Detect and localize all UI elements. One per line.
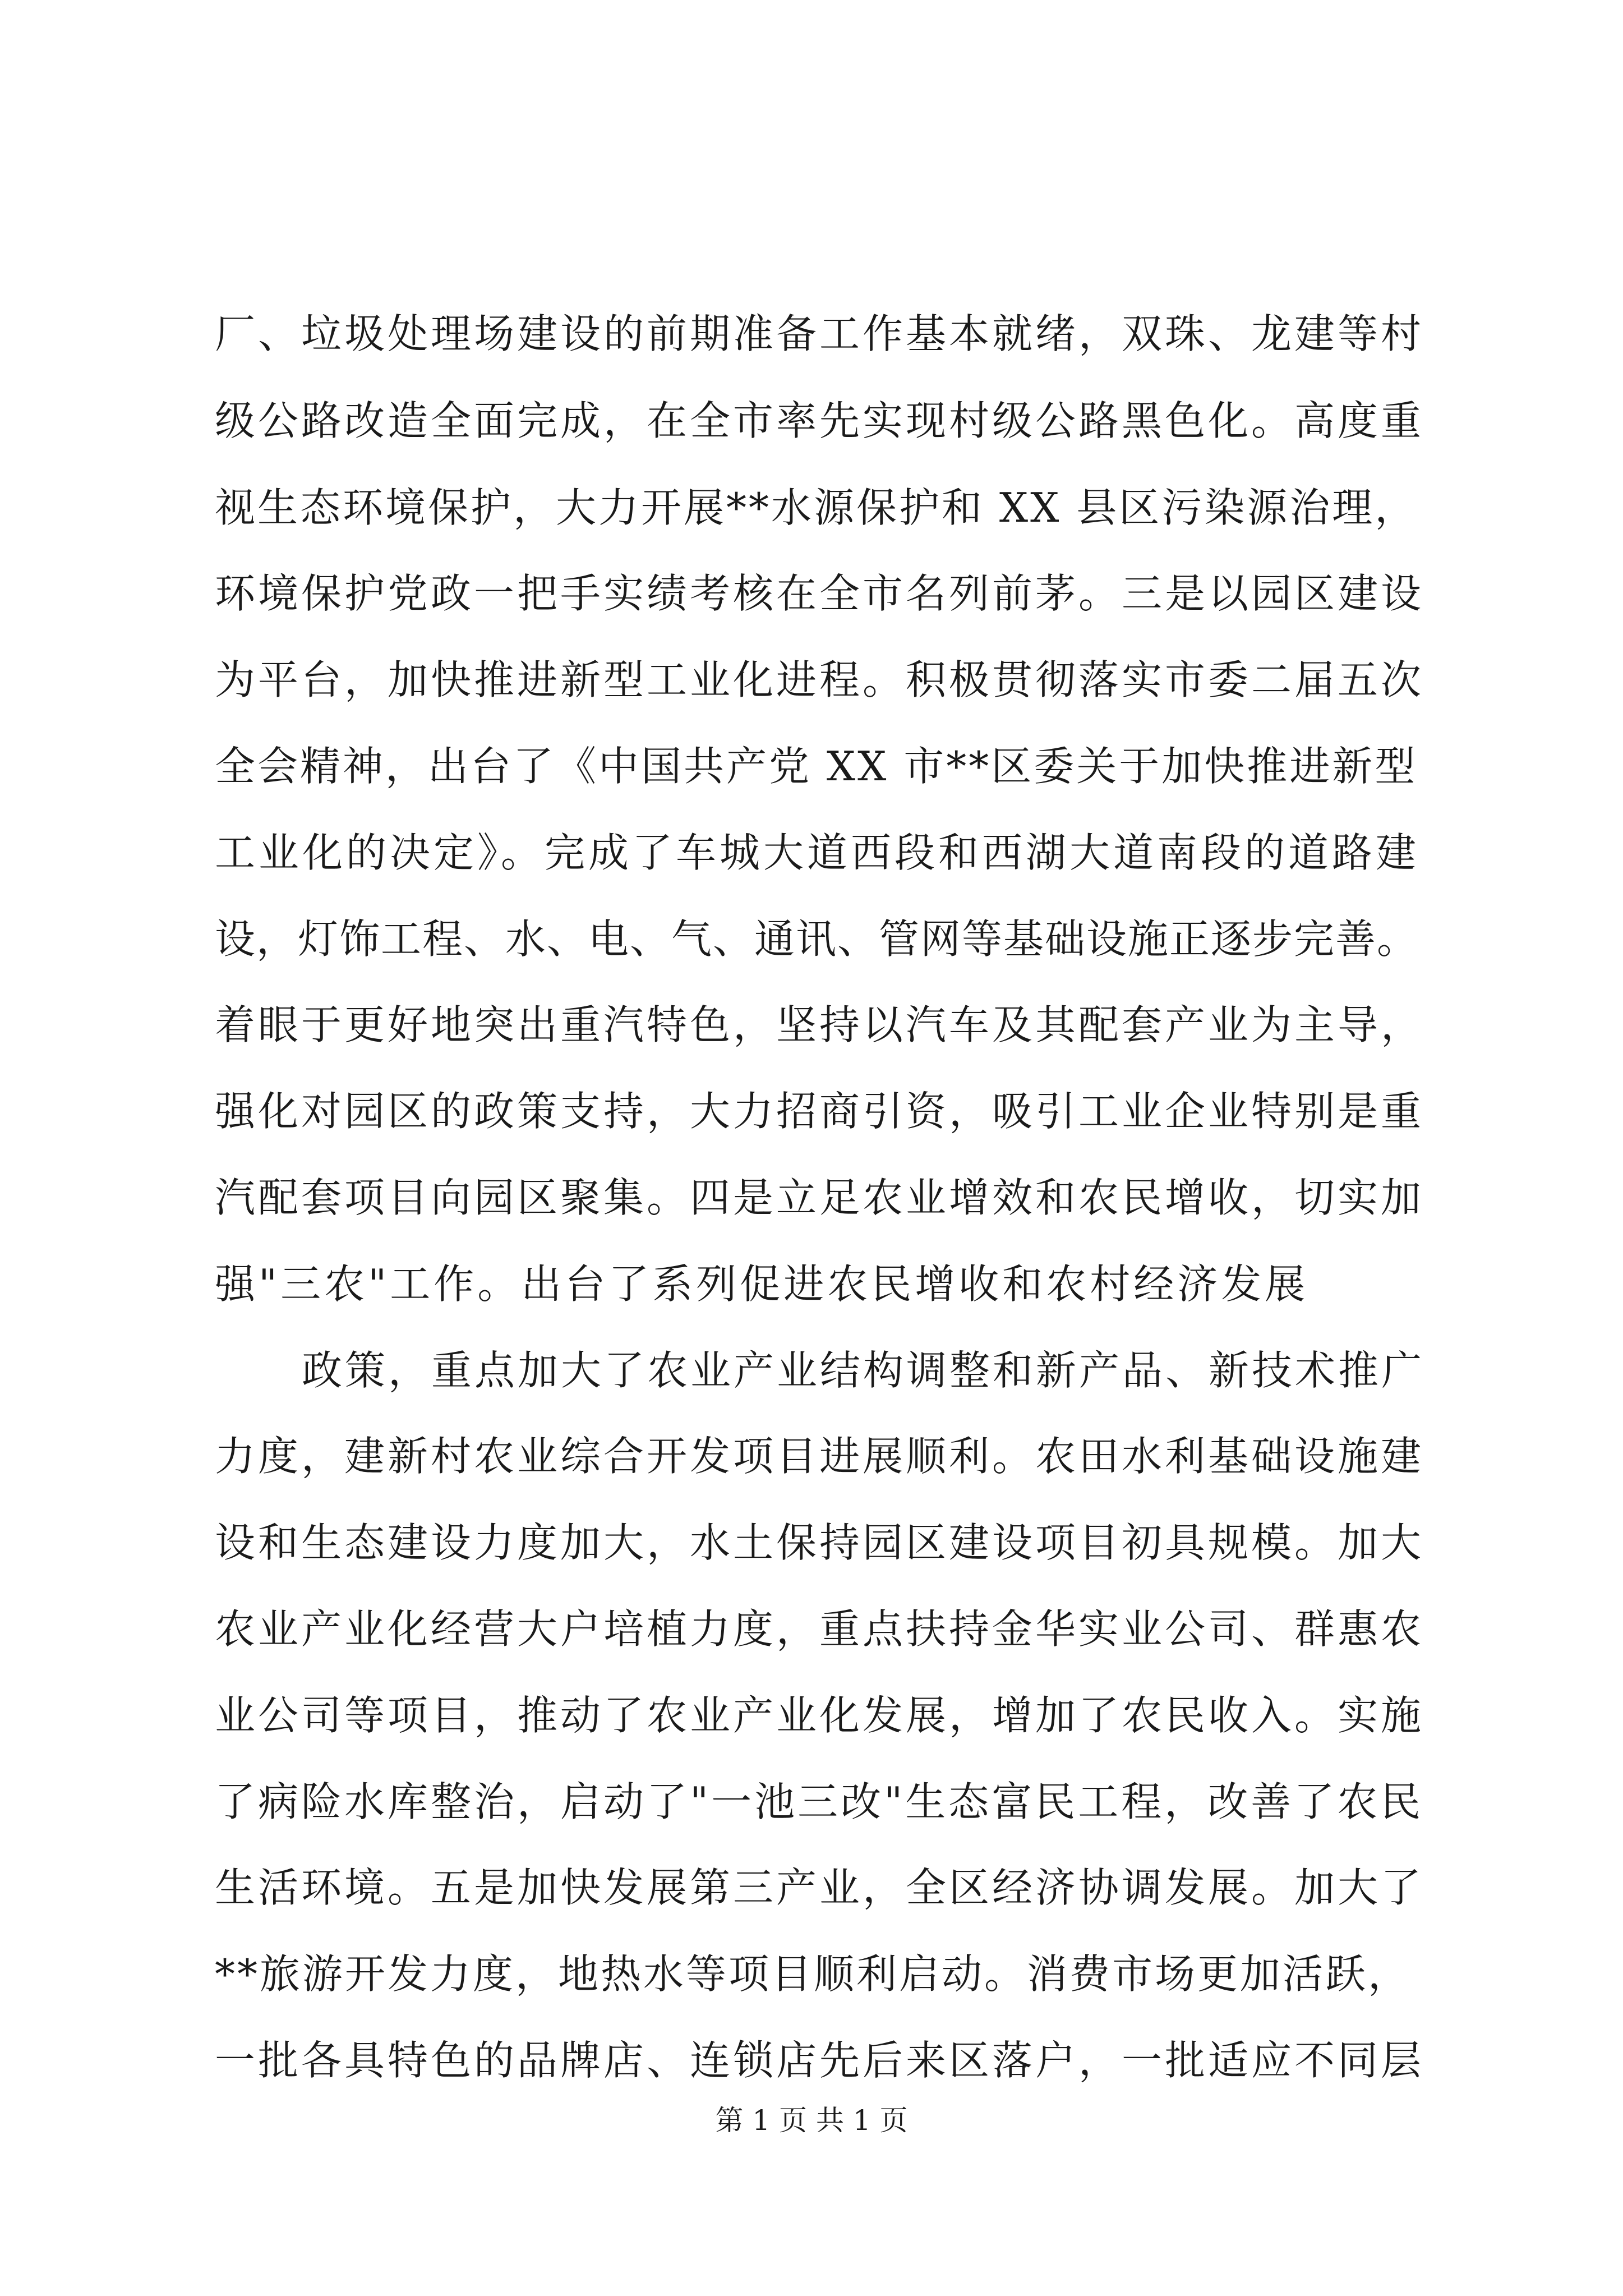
paragraph-2-line-5: 业公司等项目，推动了农业产业化发展，增加了农民收入。实施 bbox=[215, 1692, 1424, 1739]
page-footer bbox=[0, 2101, 1623, 2140]
paragraph-1-line-5: 为平台，加快推进新型工业化进程。积极贯彻落实市委二届五次 bbox=[215, 656, 1424, 703]
paragraph-2-line-7: 生活环境。五是加快发展第三产业，全区经济协调发展。加大了 bbox=[215, 1864, 1424, 1911]
paragraph-1-line-2: 级公路改造全面完成，在全市率先实现村级公路黑色化。高度重 bbox=[215, 397, 1424, 444]
paragraph-2-line-2: 力度，建新村农业综合开发项目进展顺利。农田水利基础设施建 bbox=[215, 1433, 1424, 1480]
paragraph-1-line-6: 全会精神，出台了《中国共产党 XX 市**区委关于加快推进新型 bbox=[215, 743, 1418, 790]
paragraph-1-line-8: 设，灯饰工程、水、电、气、通讯、管网等基础设施正逐步完善。 bbox=[215, 915, 1419, 963]
paragraph-1-line-3: 视生态环境保护，大力开展**水源保护和 XX 县区污染源治理， bbox=[215, 484, 1418, 531]
paragraph-1-line-12: 强"三农"工作。出台了系列促进农民增收和农村经济发展 bbox=[215, 1260, 1309, 1308]
paragraph-1-line-9: 着眼于更好地突出重汽特色，坚持以汽车及其配套产业为主导， bbox=[215, 1001, 1424, 1048]
paragraph-1-line-4: 环境保护党政一把手实绩考核在全市名列前茅。三是以园区建设 bbox=[215, 570, 1424, 617]
paragraph-1-line-7: 工业化的决定》。完成了车城大道西段和西湖大道南段的道路建 bbox=[215, 829, 1420, 876]
paragraph-2-line-3: 设和生态建设力度加大，水土保持园区建设项目初具规模。加大 bbox=[215, 1519, 1424, 1566]
paragraph-2-line-4: 农业产业化经营大户培植力度，重点扶持金华实业公司、群惠农 bbox=[215, 1605, 1424, 1653]
paragraph-2-line-6: 了病险水库整治，启动了"一池三改"生态富民工程，改善了农民 bbox=[215, 1778, 1424, 1825]
paragraph-2-line-8: **旅游开发力度，地热水等项目顺利启动。消费市场更加活跃， bbox=[215, 1950, 1411, 1998]
paragraph-1-line-1: 厂、垃圾处理场建设的前期准备工作基本就绪，双珠、龙建等村 bbox=[215, 310, 1424, 357]
paragraph-2-line-9: 一批各具特色的品牌店、连锁店先后来区落户，一批适应不同层 bbox=[215, 2037, 1424, 2084]
paragraph-1-line-11: 汽配套项目向园区聚集。四是立足农业增效和农民增收，切实加 bbox=[215, 1174, 1424, 1221]
paragraph-2-line-1: 政策，重点加大了农业产业结构调整和新产品、新技术推广 bbox=[302, 1347, 1425, 1394]
paragraph-1-line-10: 强化对园区的政策支持，大力招商引资，吸引工业企业特别是重 bbox=[215, 1088, 1424, 1135]
page-number-label: 第 1 页 共 1 页 bbox=[715, 2104, 908, 2137]
